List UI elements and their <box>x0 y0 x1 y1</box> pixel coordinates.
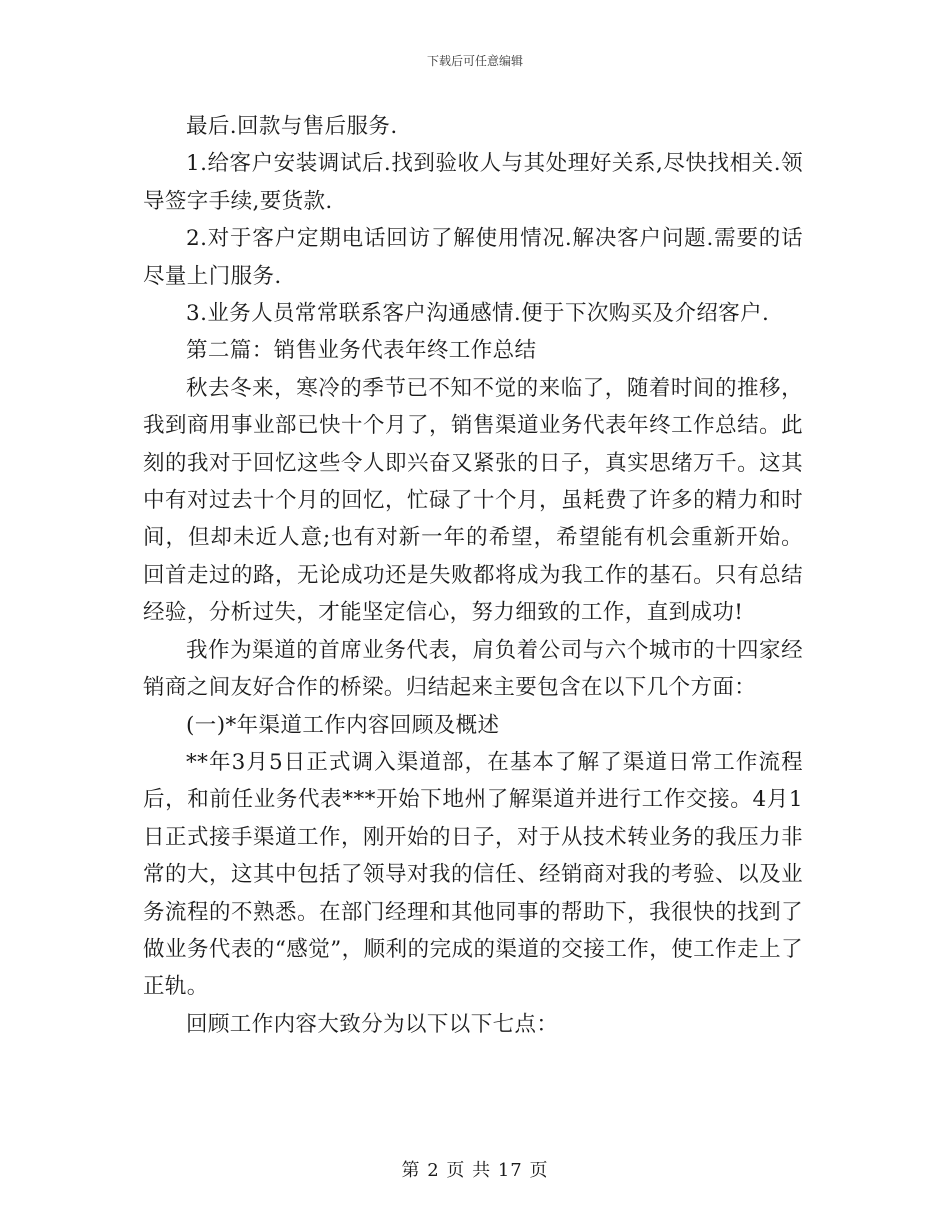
document-body <box>143 108 803 1043</box>
page-header: 下载后可任意编辑 <box>426 54 523 68</box>
paragraph: 最后.回款与售后服务. <box>186 114 398 139</box>
page-number-footer: 第 2 页 共 17 页 <box>401 1160 549 1181</box>
paragraph: 3.业务人员常常联系客户沟通感情.便于下次购买及介绍客户. <box>186 301 770 327</box>
paragraph: 回顾工作内容大致分为以下以下七点： <box>186 1011 559 1037</box>
section-heading: 第二篇：销售业务代表年终工作总结 <box>186 338 537 364</box>
paragraph: **年3月5日正式调入渠道部，在基本了解了渠道日常工作流程后，和前任业务代表***开始下地州了解渠道并进行工作交接。4月1日正式接手渠道工作，刚开始的日子，对于从技术转业务的我压力非常的大，这其中包括了领导对我的信任、经销商对我的考验、以及业务流程的不熟悉。在部门经理和其他同事的帮助下，我很快的找到了做业务代表的“感觉”，顺利的完成的渠道的交接工作，使工作走上了正轨。 <box>143 749 803 1000</box>
paragraph: 1.给客户安装调试后.找到验收人与其处理好关系,尽快找相关.领导签字手续,要货款. <box>143 151 803 214</box>
subsection-heading: (一)*年渠道工作内容回顾及概述 <box>186 712 500 738</box>
paragraph: 2.对于客户定期电话回访了解使用情况.解决客户问题.需要的话尽量上门服务. <box>143 226 803 289</box>
paragraph: 秋去冬来，寒冷的季节已不知不觉的来临了，随着时间的推移，我到商用事业部已快十个月了，销售渠道业务代表年终工作总结。此刻的我对于回忆这些令人即兴奋又紧张的日子，真实思绪万千。这其中有对过去十个月的回忆，忙碌了十个月，虽耗费了许多的精力和时间，但却未近人意;也有对新一年的希望，希望能有机会重新开始。回首走过的路，无论成功还是失败都将成为我工作的基石。只有总结经验，分析过失，才能坚定信心，努力细致的工作，直到成功! <box>143 375 803 626</box>
paragraph: 我作为渠道的首席业务代表，肩负着公司与六个城市的十四家经销商之间友好合作的桥梁。归结起来主要包含在以下几个方面： <box>143 637 803 701</box>
